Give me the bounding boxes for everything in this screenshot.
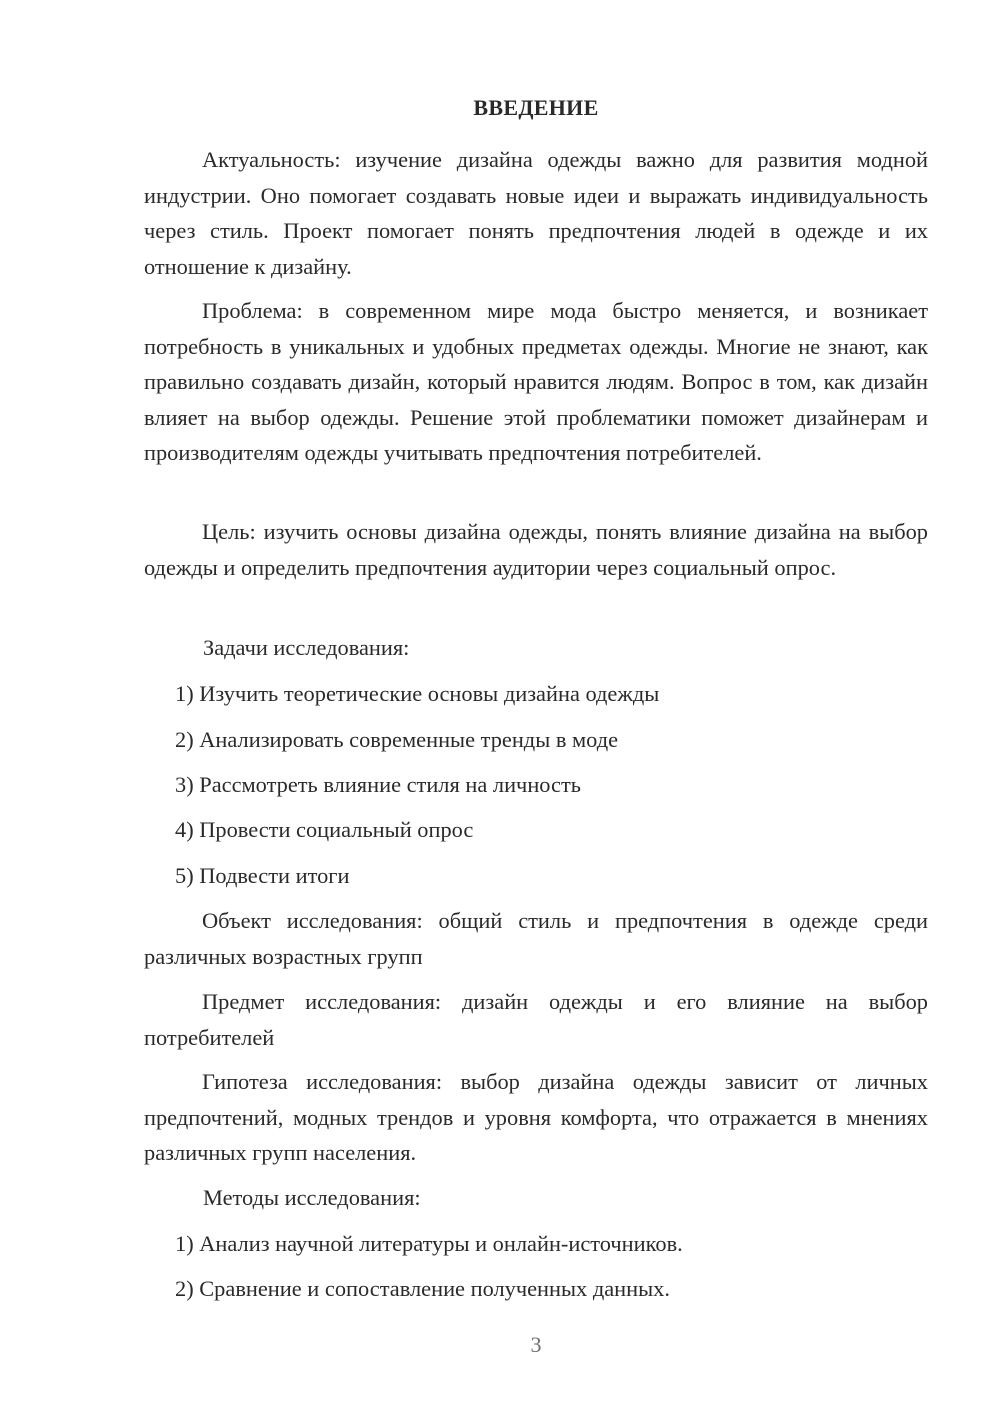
methods-heading: Методы исследования: — [203, 1185, 421, 1210]
subject-paragraph: Предмет исследования: дизайн одежды и его влияние на выбор потребителей — [144, 989, 928, 1050]
page-number: 3 — [530, 1332, 542, 1357]
object-paragraph: Объект исследования: общий стиль и предпочтения в одежде среди различных возрастных групп — [144, 908, 928, 969]
task-item: 4) Провести социальный опрос — [175, 817, 474, 842]
task-item: 1) Изучить теоретические основы дизайна одежды — [175, 681, 660, 706]
task-item: 5) Подвести итоги — [175, 863, 350, 888]
problem-paragraph: Проблема: в современном мире мода быстро меняется, и возникает потребность в уникальных и удобных предметах одежды. Многие не знают, как правильно создавать дизайн, который нравится людям. Вопрос в том, как дизайн влияет на выбор одежды. Решение этой проблематики поможет дизайнерам и производителям одежды учитывать предпочтения потребителей. — [144, 298, 928, 465]
relevance-paragraph: Актуальность: изучение дизайна одежды важно для развития модной индустрии. Оно помогает создавать новые идеи и выражать индивидуальность через стиль. Проект помогает понять предпочтения людей в одежде и их отношение к дизайну. — [144, 147, 928, 279]
hypothesis-paragraph: Гипотеза исследования: выбор дизайна одежды зависит от личных предпочтений, модных трендов и уровня комфорта, что отражается в мнениях различных групп населения. — [144, 1069, 928, 1165]
tasks-heading: Задачи исследования: — [203, 635, 410, 660]
task-item: 3) Рассмотреть влияние стиля на личность — [175, 772, 581, 797]
method-item: 1) Анализ научной литературы и онлайн-источников. — [175, 1231, 683, 1256]
page-title: ВВЕДЕНИЕ — [473, 95, 599, 120]
task-item: 2) Анализировать современные тренды в моде — [175, 727, 619, 752]
goal-paragraph: Цель: изучить основы дизайна одежды, понять влияние дизайна на выбор одежды и определить предпочтения аудитории через социальный опрос. — [144, 519, 928, 580]
method-item: 2) Сравнение и сопоставление полученных данных. — [175, 1276, 670, 1301]
